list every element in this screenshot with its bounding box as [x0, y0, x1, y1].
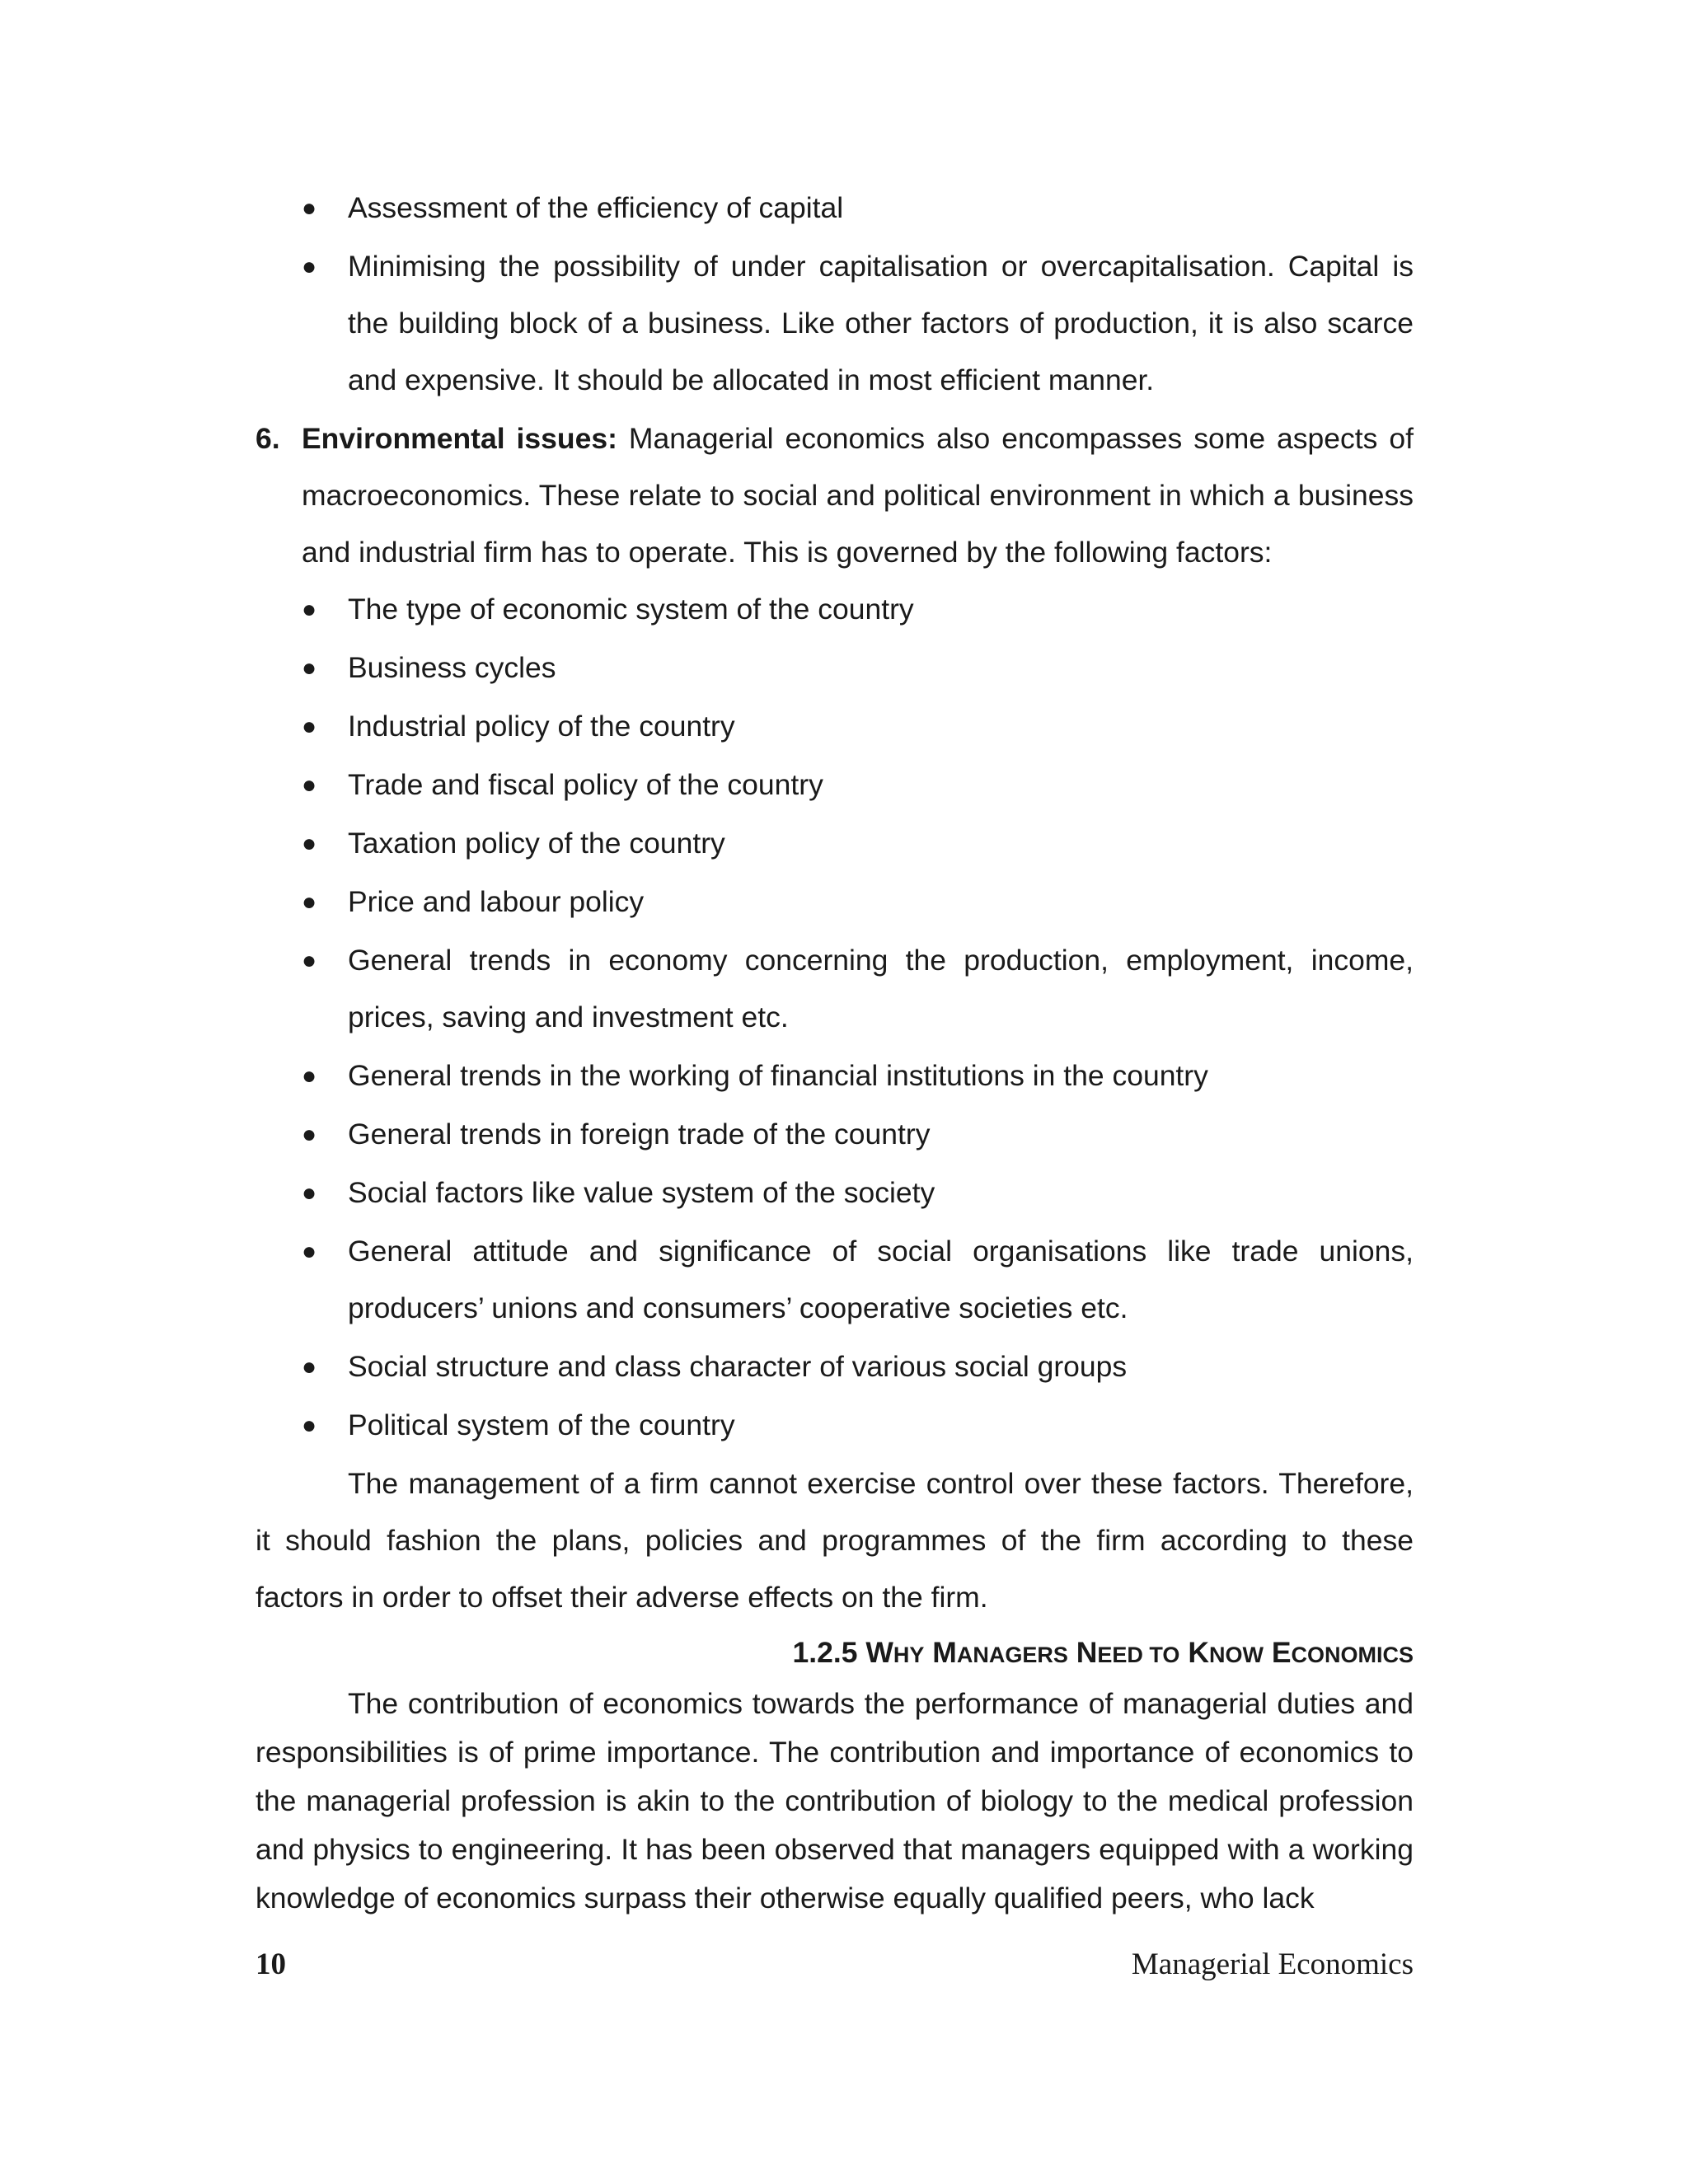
bullet-icon: ● [302, 654, 317, 682]
list-item-text: General attitude and significance of social organisations like trade unions, producers’ unions and consumers’ cooperative societies etc. [348, 1235, 1414, 1324]
section-heading [256, 1628, 1414, 1680]
list-item-text: Minimising the possibility of under capitalisation or overcapitalisation. Capital is the building block of a business. Like other factors of production, it is also scarce and expensive. It should be allocated in most efficient manner. [348, 250, 1414, 396]
list-item [256, 757, 1414, 813]
list-item [256, 815, 1414, 872]
list-item [256, 238, 1414, 409]
closing-paragraph: The management of a firm cannot exercise control over these factors. Therefore, it should fashion the plans, policies and programmes of the firm according to these factors in order to offset their adverse effects on the firm. [256, 1467, 1414, 1614]
list-item-text: Industrial policy of the country [348, 710, 735, 743]
bullet-icon: ● [302, 194, 317, 222]
list-item [256, 1106, 1414, 1163]
list-item [256, 180, 1414, 237]
bullet-icon: ● [302, 596, 317, 623]
list-item-text: General trends in economy concerning the production, employment, income, prices, saving and investment etc. [348, 944, 1414, 1033]
list-item [256, 698, 1414, 755]
body-text [256, 180, 1414, 1923]
heading-word: ECONOMICS [1271, 1636, 1414, 1669]
factors-bullet-list [256, 581, 1414, 1454]
heading-number: 1.2.5 [792, 1636, 858, 1669]
list-item-text: Assessment of the efficiency of capital [348, 191, 844, 224]
bullet-icon: ● [302, 1179, 317, 1207]
list-item-text: Social factors like value system of the society [348, 1176, 935, 1209]
bullet-icon: ● [302, 253, 317, 280]
list-item [256, 1397, 1414, 1454]
bullet-icon: ● [302, 1412, 317, 1439]
page-number: 10 [256, 1947, 286, 1981]
capital-bullet-list [256, 180, 1414, 409]
bullet-icon: ● [302, 771, 317, 799]
bullet-icon: ● [302, 947, 317, 974]
bullet-icon: ● [302, 1353, 317, 1380]
page-footer [256, 1947, 1414, 1982]
list-item-text: Trade and fiscal policy of the country [348, 768, 823, 801]
bullet-icon: ● [302, 888, 317, 916]
bullet-icon: ● [302, 713, 317, 740]
list-item-text: Political system of the country [348, 1408, 735, 1441]
heading-word: NEED TO [1076, 1636, 1180, 1669]
item-term: Environmental issues: [302, 422, 617, 455]
list-item-text: Business cycles [348, 651, 556, 684]
list-item-text: General trends in the working of financial institutions in the country [348, 1059, 1208, 1092]
bullet-icon: ● [302, 830, 317, 857]
item-number: 6. [256, 422, 280, 455]
list-item [256, 581, 1414, 638]
list-item [256, 640, 1414, 696]
item-description: Managerial economics also encompasses some aspects of macroeconomics. These relate to social and political environment in which a business and industrial firm has to operate. This is governed by the following factors: [302, 422, 1414, 569]
numbered-item-environmental-issues [256, 410, 1414, 581]
list-item-text: Social structure and class character of various social groups [348, 1350, 1128, 1383]
list-item-text: The type of economic system of the country [348, 593, 914, 626]
book-title: Managerial Economics [1131, 1947, 1414, 1981]
list-item-text: Price and labour policy [348, 885, 645, 918]
bullet-icon: ● [302, 1062, 317, 1090]
list-item-text: General trends in foreign trade of the country [348, 1118, 931, 1151]
list-item [256, 1338, 1414, 1395]
heading-word: MANAGERS [932, 1636, 1068, 1669]
list-item [256, 932, 1414, 1046]
list-item-text: Taxation policy of the country [348, 827, 725, 860]
list-item [256, 1047, 1414, 1104]
list-item [256, 1165, 1414, 1221]
section-paragraph: The contribution of economics towards the performance of managerial duties and responsibilities is of prime importance. The contribution and importance of economics to the managerial profession is akin to the contribution of biology to the medical profession and physics to engineering. It has been observed that managers equipped with a working knowledge of economics surpass their otherwise equally qualified peers, who lack [256, 1687, 1414, 1915]
bullet-icon: ● [302, 1121, 317, 1148]
list-item [256, 1223, 1414, 1337]
list-item [256, 874, 1414, 930]
heading-word: KNOW [1188, 1636, 1264, 1669]
heading-word: WHY [865, 1636, 925, 1669]
bullet-icon: ● [302, 1238, 317, 1265]
